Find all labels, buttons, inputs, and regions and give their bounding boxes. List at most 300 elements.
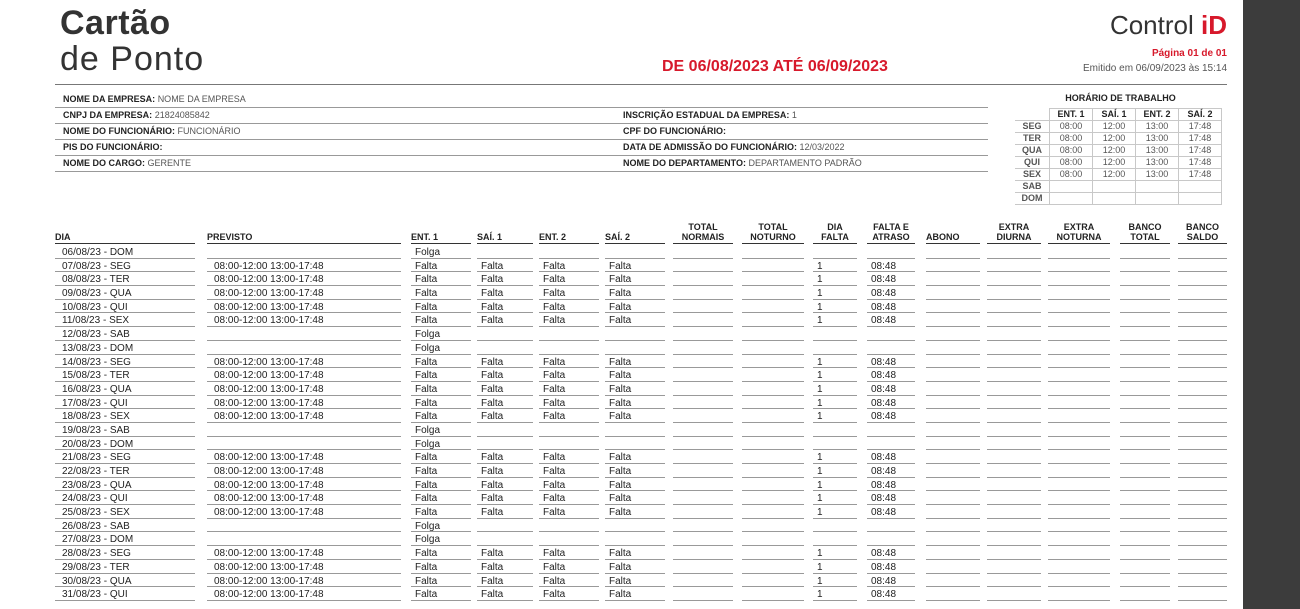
table-cell: 08:00-12:00 13:00-17:48 [207,479,401,492]
table-cell: 08:00-12:00 13:00-17:48 [207,314,401,327]
table-cell [742,246,804,259]
table-cell [742,383,804,396]
table-cell [926,533,980,546]
schedule-header: ENT. 2 [1136,109,1179,121]
table-cell: 27/08/23 - DOM [55,533,195,546]
table-cell [742,451,804,464]
table-cell: 10/08/23 - QUI [55,301,195,314]
column-header: TOTAL NOTURNO [742,222,804,244]
table-cell [742,533,804,546]
schedule-row [1015,121,1222,133]
table-cell: Falta [411,492,471,505]
table-cell [926,369,980,382]
table-cell: Falta [477,410,533,423]
table-cell: 1 [813,287,857,300]
table-cell [987,547,1041,560]
table-cell [1178,301,1227,314]
table-cell [867,342,915,355]
table-cell [926,356,980,369]
table-row [55,465,1227,479]
table-cell: Falta [605,369,665,382]
dept-value: DEPARTAMENTO PADRÃO [748,158,862,168]
table-cell: Falta [539,410,599,423]
table-cell [673,479,733,492]
table-cell: Falta [411,301,471,314]
table-cell [539,424,599,437]
table-cell: 1 [813,356,857,369]
table-cell: Folga [411,328,471,341]
table-cell [1178,246,1227,259]
table-cell [1178,260,1227,273]
table-cell [1048,561,1110,574]
table-cell [987,287,1041,300]
schedule-header: SAÍ. 1 [1093,109,1136,121]
table-cell [926,479,980,492]
table-cell [742,410,804,423]
table-cell [926,410,980,423]
table-cell [1178,342,1227,355]
table-cell [207,328,401,341]
table-cell [926,328,980,341]
table-cell: 1 [813,561,857,574]
table-cell [1120,328,1170,341]
schedule-time [1136,181,1179,193]
table-cell [1048,465,1110,478]
table-cell: Falta [539,547,599,560]
table-cell: Falta [605,273,665,286]
table-cell [926,246,980,259]
table-cell [673,424,733,437]
table-cell: 1 [813,506,857,519]
table-cell: Falta [411,451,471,464]
table-cell [742,479,804,492]
table-cell [673,492,733,505]
schedule-corner [1015,109,1050,121]
table-cell: Falta [477,588,533,601]
table-cell: 08:48 [867,479,915,492]
table-cell [1120,260,1170,273]
table-cell [1178,328,1227,341]
table-cell: 08:00-12:00 13:00-17:48 [207,260,401,273]
table-cell [1120,575,1170,588]
table-cell [1178,588,1227,601]
table-cell [742,273,804,286]
role-value: GERENTE [147,158,192,168]
table-cell: Falta [477,301,533,314]
header-divider [55,84,1227,85]
table-cell [1048,506,1110,519]
cnpj-value: 21824085842 [154,110,210,120]
table-cell [1178,561,1227,574]
table-cell [926,438,980,451]
table-cell [1120,246,1170,259]
table-cell: Falta [477,451,533,464]
table-cell: 1 [813,492,857,505]
table-row [55,273,1227,287]
table-cell [539,246,599,259]
table-cell [1178,492,1227,505]
column-header: ENT. 2 [539,232,599,244]
table-cell: Falta [411,410,471,423]
table-cell: Falta [605,397,665,410]
table-cell [539,328,599,341]
table-cell [673,273,733,286]
table-cell: Falta [605,383,665,396]
table-cell [1048,424,1110,437]
table-cell [987,301,1041,314]
info-row-cnpj [55,107,988,124]
table-cell [1048,479,1110,492]
table-cell: 08:00-12:00 13:00-17:48 [207,588,401,601]
table-cell [1048,547,1110,560]
table-cell: 08:00-12:00 13:00-17:48 [207,397,401,410]
table-cell [1120,424,1170,437]
table-cell: Falta [539,561,599,574]
table-cell: Falta [477,260,533,273]
column-header: PREVISTO [207,232,401,244]
table-cell [1048,273,1110,286]
timesheet-rows [55,246,1227,602]
table-cell: Falta [477,547,533,560]
table-cell: 24/08/23 - QUI [55,492,195,505]
schedule-time: 12:00 [1093,133,1136,145]
table-cell [813,520,857,533]
table-cell [673,547,733,560]
table-cell: Falta [411,383,471,396]
table-cell [742,438,804,451]
schedule-time [1050,181,1093,193]
table-cell: 1 [813,383,857,396]
table-cell [673,533,733,546]
table-cell: 08:48 [867,410,915,423]
table-cell [207,533,401,546]
table-cell: 12/08/23 - SAB [55,328,195,341]
admission-label: DATA DE ADMISSÃO DO FUNCIONÁRIO: [623,142,797,152]
table-cell [813,533,857,546]
table-cell: Falta [539,397,599,410]
table-cell [742,356,804,369]
ie-label: INSCRIÇÃO ESTADUAL DA EMPRESA: [623,110,790,120]
schedule-time: 08:00 [1050,121,1093,133]
table-cell: Falta [411,260,471,273]
table-cell [673,383,733,396]
table-cell [813,424,857,437]
table-cell [742,465,804,478]
table-cell [539,533,599,546]
table-cell: 18/08/23 - SEX [55,410,195,423]
table-cell [742,424,804,437]
table-cell: Falta [605,547,665,560]
table-cell: Falta [477,561,533,574]
table-cell [926,424,980,437]
table-cell [1178,547,1227,560]
table-cell [207,246,401,259]
table-cell [1048,410,1110,423]
table-cell [1120,451,1170,464]
table-cell: 08:48 [867,273,915,286]
table-cell: Falta [605,314,665,327]
table-cell [987,465,1041,478]
table-cell: 23/08/23 - QUA [55,479,195,492]
table-cell [539,520,599,533]
table-cell: Falta [539,314,599,327]
schedule-time: 08:00 [1050,133,1093,145]
table-cell [867,438,915,451]
schedule-time: 13:00 [1136,145,1179,157]
table-cell [1048,451,1110,464]
column-header: BANCO TOTAL [1120,222,1170,244]
table-cell [1048,328,1110,341]
table-cell: 08:48 [867,356,915,369]
table-cell [926,575,980,588]
table-cell [539,342,599,355]
table-cell: 08:00-12:00 13:00-17:48 [207,273,401,286]
table-cell [742,260,804,273]
table-cell: Falta [411,314,471,327]
table-cell: Falta [411,465,471,478]
table-cell [1178,465,1227,478]
table-cell [926,520,980,533]
table-row [55,287,1227,301]
schedule-day: SAB [1015,181,1050,193]
table-cell [926,588,980,601]
table-cell [742,492,804,505]
schedule-time [1179,193,1222,205]
table-cell: 08:00-12:00 13:00-17:48 [207,547,401,560]
table-cell [1120,369,1170,382]
table-cell [1120,506,1170,519]
table-cell [987,492,1041,505]
table-cell: 08:48 [867,260,915,273]
schedule-time: 17:48 [1179,169,1222,181]
table-cell [987,314,1041,327]
schedule-time [1136,193,1179,205]
table-cell: Folga [411,342,471,355]
table-cell: 31/08/23 - QUI [55,588,195,601]
table-cell [673,451,733,464]
info-row-employee [55,123,988,140]
table-cell [987,369,1041,382]
table-cell [987,575,1041,588]
table-cell [926,342,980,355]
table-cell: 29/08/23 - TER [55,561,195,574]
table-cell [1120,342,1170,355]
table-cell [742,369,804,382]
table-row [55,492,1227,506]
table-cell [926,506,980,519]
schedule-time: 13:00 [1136,157,1179,169]
table-cell: Falta [411,506,471,519]
table-cell: 1 [813,479,857,492]
table-cell: 14/08/23 - SEG [55,356,195,369]
table-cell [1048,575,1110,588]
table-cell [926,492,980,505]
table-cell: Falta [539,287,599,300]
brand-id: iD [1201,10,1227,40]
column-header: BANCO SALDO [1178,222,1227,244]
table-cell [673,561,733,574]
table-cell [1048,520,1110,533]
table-cell [742,397,804,410]
table-cell: 1 [813,465,857,478]
table-cell [987,424,1041,437]
table-cell [673,301,733,314]
column-header: DIA FALTA [813,222,857,244]
table-cell [605,342,665,355]
table-cell [1120,561,1170,574]
table-cell: Falta [539,260,599,273]
table-cell: 21/08/23 - SEG [55,451,195,464]
table-cell: Falta [539,575,599,588]
table-cell: Falta [411,397,471,410]
table-row [55,588,1227,602]
table-cell [673,314,733,327]
schedule-row [1015,169,1222,181]
table-cell [926,451,980,464]
table-cell [1120,287,1170,300]
table-cell [742,287,804,300]
table-cell: 08:00-12:00 13:00-17:48 [207,451,401,464]
schedule-header: ENT. 1 [1050,109,1093,121]
table-cell [742,328,804,341]
table-row [55,424,1227,438]
table-cell [1048,588,1110,601]
table-cell [987,506,1041,519]
column-header: EXTRA DIURNA [987,222,1041,244]
table-cell: Falta [477,506,533,519]
table-cell [987,533,1041,546]
table-cell: Falta [539,479,599,492]
table-cell [1120,492,1170,505]
table-cell: 08:48 [867,575,915,588]
table-cell: 08:48 [867,561,915,574]
table-cell: 1 [813,547,857,560]
table-cell: Falta [477,575,533,588]
table-cell [987,342,1041,355]
table-cell [1178,356,1227,369]
table-cell [673,397,733,410]
table-cell: 19/08/23 - SAB [55,424,195,437]
schedule-table [1015,108,1222,205]
table-cell: Falta [605,465,665,478]
table-cell [605,520,665,533]
table-row [55,451,1227,465]
table-cell [477,424,533,437]
table-cell [926,397,980,410]
table-cell: 08:48 [867,506,915,519]
schedule-time [1179,181,1222,193]
table-cell [673,356,733,369]
table-cell [207,342,401,355]
table-cell: 08:48 [867,369,915,382]
table-row [55,383,1227,397]
schedule-time [1050,193,1093,205]
info-row-company [55,91,988,108]
table-cell: 08:00-12:00 13:00-17:48 [207,287,401,300]
table-row [55,328,1227,342]
table-cell [926,287,980,300]
table-cell: Falta [477,397,533,410]
table-row [55,342,1227,356]
column-header: EXTRA NOTURNA [1048,222,1110,244]
table-cell [867,424,915,437]
schedule-time: 17:48 [1179,157,1222,169]
table-row [55,520,1227,534]
schedule-time: 08:00 [1050,157,1093,169]
table-cell: 08:00-12:00 13:00-17:48 [207,506,401,519]
table-cell [987,328,1041,341]
table-cell [1120,465,1170,478]
table-cell: Falta [411,356,471,369]
schedule-time: 13:00 [1136,121,1179,133]
table-cell [1178,533,1227,546]
table-cell: Falta [605,479,665,492]
table-cell: Falta [477,492,533,505]
table-cell: 08:48 [867,301,915,314]
pis-label: PIS DO FUNCIONÁRIO: [63,142,163,152]
issued-date: Emitido em 06/09/2023 às 15:14 [1083,63,1227,74]
table-cell [987,561,1041,574]
table-cell: Falta [477,356,533,369]
schedule-time: 08:00 [1050,169,1093,181]
table-cell: 16/08/23 - QUA [55,383,195,396]
table-cell [673,260,733,273]
table-cell [673,246,733,259]
table-cell [1048,314,1110,327]
table-cell: Folga [411,424,471,437]
table-cell [1048,301,1110,314]
employee-label: NOME DO FUNCIONÁRIO: [63,126,175,136]
table-cell: Falta [605,260,665,273]
table-cell [1120,438,1170,451]
table-cell [926,314,980,327]
table-cell: 1 [813,260,857,273]
table-cell [1178,369,1227,382]
admission-value: 12/03/2022 [799,142,845,152]
table-cell: 08:00-12:00 13:00-17:48 [207,561,401,574]
table-cell [1048,438,1110,451]
table-cell: 08:00-12:00 13:00-17:48 [207,369,401,382]
table-cell [1120,314,1170,327]
table-cell: Falta [411,547,471,560]
table-cell: 15/08/23 - TER [55,369,195,382]
table-cell: 08/08/23 - TER [55,273,195,286]
table-cell: 08:48 [867,492,915,505]
table-cell [605,246,665,259]
table-cell: Falta [539,492,599,505]
column-header: FALTA E ATRASO [867,222,915,244]
table-cell: Folga [411,246,471,259]
info-row-role [55,155,988,172]
table-cell: 08:48 [867,314,915,327]
table-row [55,397,1227,411]
table-cell: 08:48 [867,547,915,560]
table-cell: 1 [813,451,857,464]
table-cell [207,424,401,437]
table-cell: 08:48 [867,465,915,478]
schedule-time: 12:00 [1093,121,1136,133]
table-cell [1048,287,1110,300]
table-cell: 07/08/23 - SEG [55,260,195,273]
table-cell: 20/08/23 - DOM [55,438,195,451]
table-cell [742,547,804,560]
table-cell [207,520,401,533]
table-cell: Folga [411,520,471,533]
table-cell [926,260,980,273]
table-cell [673,328,733,341]
table-cell [1048,342,1110,355]
table-cell [1178,438,1227,451]
